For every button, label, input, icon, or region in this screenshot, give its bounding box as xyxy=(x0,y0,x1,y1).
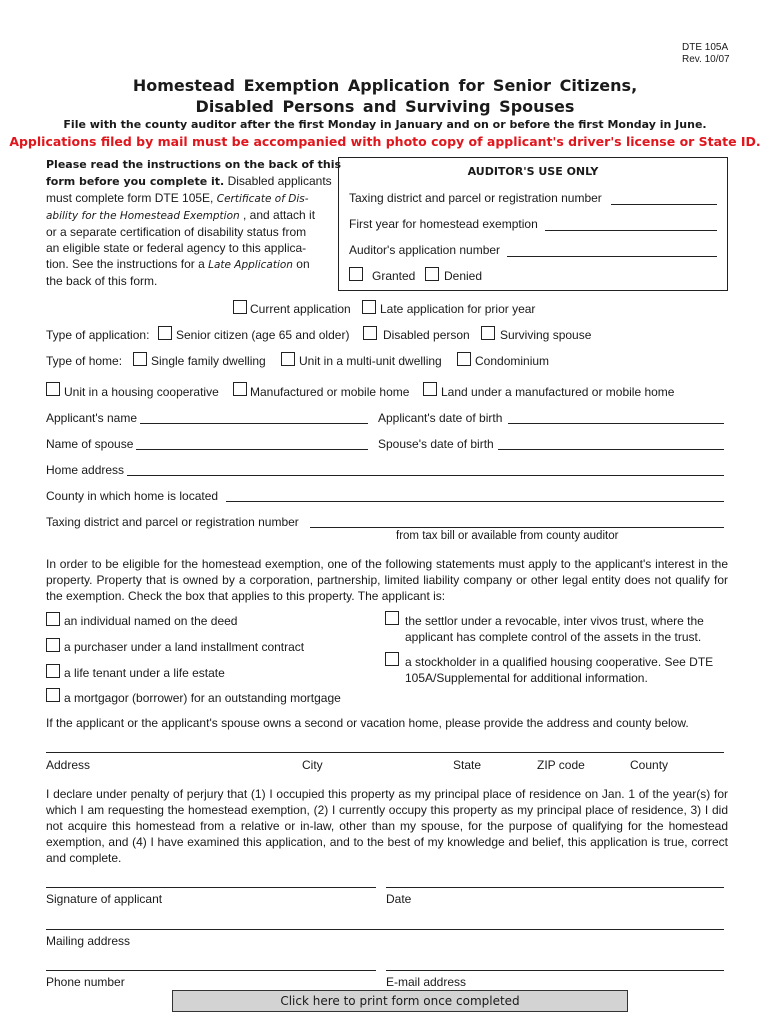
auditor-first-year-label: First year for homestead exemption xyxy=(349,217,538,231)
title-line-1: Homestead Exemption Application for Senior Citizens, xyxy=(132,76,638,95)
mail-note: Applications filed by mail must be accompanied with photo copy of applicant's driver's license or State ID. xyxy=(9,134,761,149)
disabled-label: Disabled person xyxy=(383,328,470,342)
print-form-button[interactable]: Click here to print form once completed xyxy=(172,990,628,1012)
deed-checkbox[interactable] xyxy=(46,612,60,626)
instructions-text: , and attach it xyxy=(239,208,316,222)
granted-label: Granted xyxy=(372,269,416,283)
second-home-note: If the applicant or the applicant's spouse owns a second or vacation home, please provide the address and county below. xyxy=(46,716,689,730)
mailing-address-label: Mailing address xyxy=(46,934,131,948)
life-tenant-checkbox[interactable] xyxy=(46,664,60,678)
denied-label: Denied xyxy=(444,269,483,283)
instructions xyxy=(46,157,342,289)
instructions-line-4 xyxy=(46,207,326,224)
type-of-application-label: Type of application: xyxy=(46,328,150,342)
mailing-address-field[interactable] xyxy=(46,929,724,930)
land-under-home-checkbox[interactable] xyxy=(423,382,437,396)
mortgagor-label: a mortgagor (borrower) for an outstanding mortgage xyxy=(64,691,341,705)
auditor-heading: AUDITOR'S USE ONLY xyxy=(467,165,599,178)
instructions-bold: form before you complete it. xyxy=(46,175,225,188)
instructions-line-5: or a separate certification of disability status from xyxy=(46,225,307,239)
auditor-taxing-label: Taxing district and parcel or registration number xyxy=(349,191,602,205)
form-revision: Rev. 10/07 xyxy=(682,54,730,65)
cooperative-checkbox[interactable] xyxy=(46,382,60,396)
date-field[interactable] xyxy=(386,887,724,888)
title-line-2: Disabled Persons and Surviving Spouses xyxy=(195,97,575,116)
spouse-name-label: Name of spouse xyxy=(46,437,134,451)
settlor-label-line-2: applicant has complete control of the assets in the trust. xyxy=(405,630,702,644)
stockholder-label-line-2: 105A/Supplemental for additional information. xyxy=(405,671,648,685)
settlor-label-line-1: the settlor under a revocable, inter vivos trust, where the xyxy=(405,614,704,628)
deed-label: an individual named on the deed xyxy=(64,614,238,628)
current-application-label: Current application xyxy=(250,302,351,316)
land-under-home-label: Land under a manufactured or mobile home xyxy=(441,385,675,399)
late-application-ref: Late Application xyxy=(208,259,293,271)
taxing-district-label: Taxing district and parcel or registration number xyxy=(46,515,299,529)
manufactured-home-checkbox[interactable] xyxy=(233,382,247,396)
applicant-name-label: Applicant's name xyxy=(46,411,138,425)
disabled-checkbox[interactable] xyxy=(363,326,377,340)
taxing-district-note: from tax bill or available from county auditor xyxy=(396,530,619,542)
auditor-first-year-field[interactable] xyxy=(545,230,717,231)
second-home-county-label: County xyxy=(630,758,669,772)
second-home-address-label: Address xyxy=(46,758,91,772)
home-address-field[interactable] xyxy=(127,475,724,476)
auditor-app-number-label: Auditor's application number xyxy=(349,243,501,257)
stockholder-checkbox[interactable] xyxy=(385,652,399,666)
second-home-city-label: City xyxy=(302,758,323,772)
condominium-label: Condominium xyxy=(475,354,550,368)
late-application-checkbox[interactable] xyxy=(362,300,376,314)
instructions-line-6: an eligible state or federal agency to this applica- xyxy=(46,241,307,255)
spouse-dob-label: Spouse's date of birth xyxy=(378,437,494,451)
form-id: DTE 105A xyxy=(682,42,729,53)
second-home-zip-label: ZIP code xyxy=(537,758,585,772)
home-address-label: Home address xyxy=(46,463,125,477)
surviving-spouse-checkbox[interactable] xyxy=(481,326,495,340)
current-application-checkbox[interactable] xyxy=(233,300,247,314)
email-label: E-mail address xyxy=(386,975,467,989)
date-label: Date xyxy=(386,892,412,906)
auditor-app-number-field[interactable] xyxy=(507,256,717,257)
mortgagor-checkbox[interactable] xyxy=(46,688,60,702)
eligibility-paragraph: In order to be eligible for the homestead exemption, one of the following statements must apply to the applicant's interest in the property. Property that is owned by a corporation, partnership, limited liability company or other legal entity does not qualify for the exemption. Check the box that applies to this property. The applicant is: xyxy=(46,557,728,603)
taxing-district-field[interactable] xyxy=(310,527,724,528)
applicant-dob-field[interactable] xyxy=(508,423,724,424)
applicant-name-field[interactable] xyxy=(140,423,368,424)
multi-unit-checkbox[interactable] xyxy=(281,352,295,366)
settlor-checkbox[interactable] xyxy=(385,611,399,625)
single-family-label: Single family dwelling xyxy=(151,354,266,368)
life-tenant-label: a life tenant under a life estate xyxy=(64,666,225,680)
manufactured-home-label: Manufactured or mobile home xyxy=(250,385,410,399)
phone-field[interactable] xyxy=(46,970,376,971)
form-105e-title: ability for the Homestead Exemption xyxy=(46,210,240,222)
county-field[interactable] xyxy=(226,501,724,502)
denied-checkbox[interactable] xyxy=(425,267,439,281)
phone-label: Phone number xyxy=(46,975,125,989)
form-105e-title: Certificate of Dis- xyxy=(216,193,309,205)
late-application-label: Late application for prior year xyxy=(380,302,536,316)
instructions-line-7 xyxy=(46,256,326,273)
multi-unit-label: Unit in a multi-unit dwelling xyxy=(299,354,442,368)
second-home-state-label: State xyxy=(453,758,482,772)
surviving-spouse-label: Surviving spouse xyxy=(500,328,592,342)
cooperative-label: Unit in a housing cooperative xyxy=(64,385,219,399)
single-family-checkbox[interactable] xyxy=(133,352,147,366)
instructions-line-2 xyxy=(46,173,332,190)
county-label: County in which home is located xyxy=(46,489,219,503)
auditor-taxing-field[interactable] xyxy=(611,204,717,205)
spouse-dob-field[interactable] xyxy=(498,449,724,450)
instructions-text: tion. See the instructions for a xyxy=(46,257,209,271)
signature-field[interactable] xyxy=(46,887,376,888)
signature-label: Signature of applicant xyxy=(46,892,163,906)
condominium-checkbox[interactable] xyxy=(457,352,471,366)
spouse-name-field[interactable] xyxy=(136,449,368,450)
instructions-text: on xyxy=(292,257,310,271)
filing-note: File with the county auditor after the first Monday in January and on or before the first Monday in June. xyxy=(63,118,707,131)
stockholder-label-line-1: a stockholder in a qualified housing cooperative. See DTE xyxy=(405,655,714,669)
type-of-home-label: Type of home: xyxy=(46,354,123,368)
instructions-line-1: Please read the instructions on the back of this xyxy=(46,158,342,171)
granted-checkbox[interactable] xyxy=(349,267,363,281)
auditor-use-box xyxy=(338,157,728,291)
instructions-line-8: the back of this form. xyxy=(46,274,158,288)
senior-checkbox[interactable] xyxy=(158,326,172,340)
senior-label: Senior citizen (age 65 and older) xyxy=(176,328,350,342)
instructions-text: must complete form DTE 105E, xyxy=(46,191,217,205)
instructions-line-3 xyxy=(46,190,326,207)
purchaser-label: a purchaser under a land installment contract xyxy=(64,640,305,654)
declaration-paragraph: I declare under penalty of perjury that (1) I occupied this property as my principal place of residence on Jan. 1 of the year(s) for which I am requesting the homestead exemption, (2) I currently occupy this property as my principal place of residence, 3) I did not acquire this homestead from a relative or in-law, other than my spouse, for the purpose of qualifying for the homestead exemption, and (4) I have examined this application, and to the best of my knowledge and belief, this application is true, correct and complete. xyxy=(46,787,728,865)
second-home-field[interactable] xyxy=(46,752,724,753)
email-field[interactable] xyxy=(386,970,724,971)
applicant-dob-label: Applicant's date of birth xyxy=(378,411,503,425)
purchaser-checkbox[interactable] xyxy=(46,638,60,652)
instructions-text: Disabled applicants xyxy=(224,174,332,188)
